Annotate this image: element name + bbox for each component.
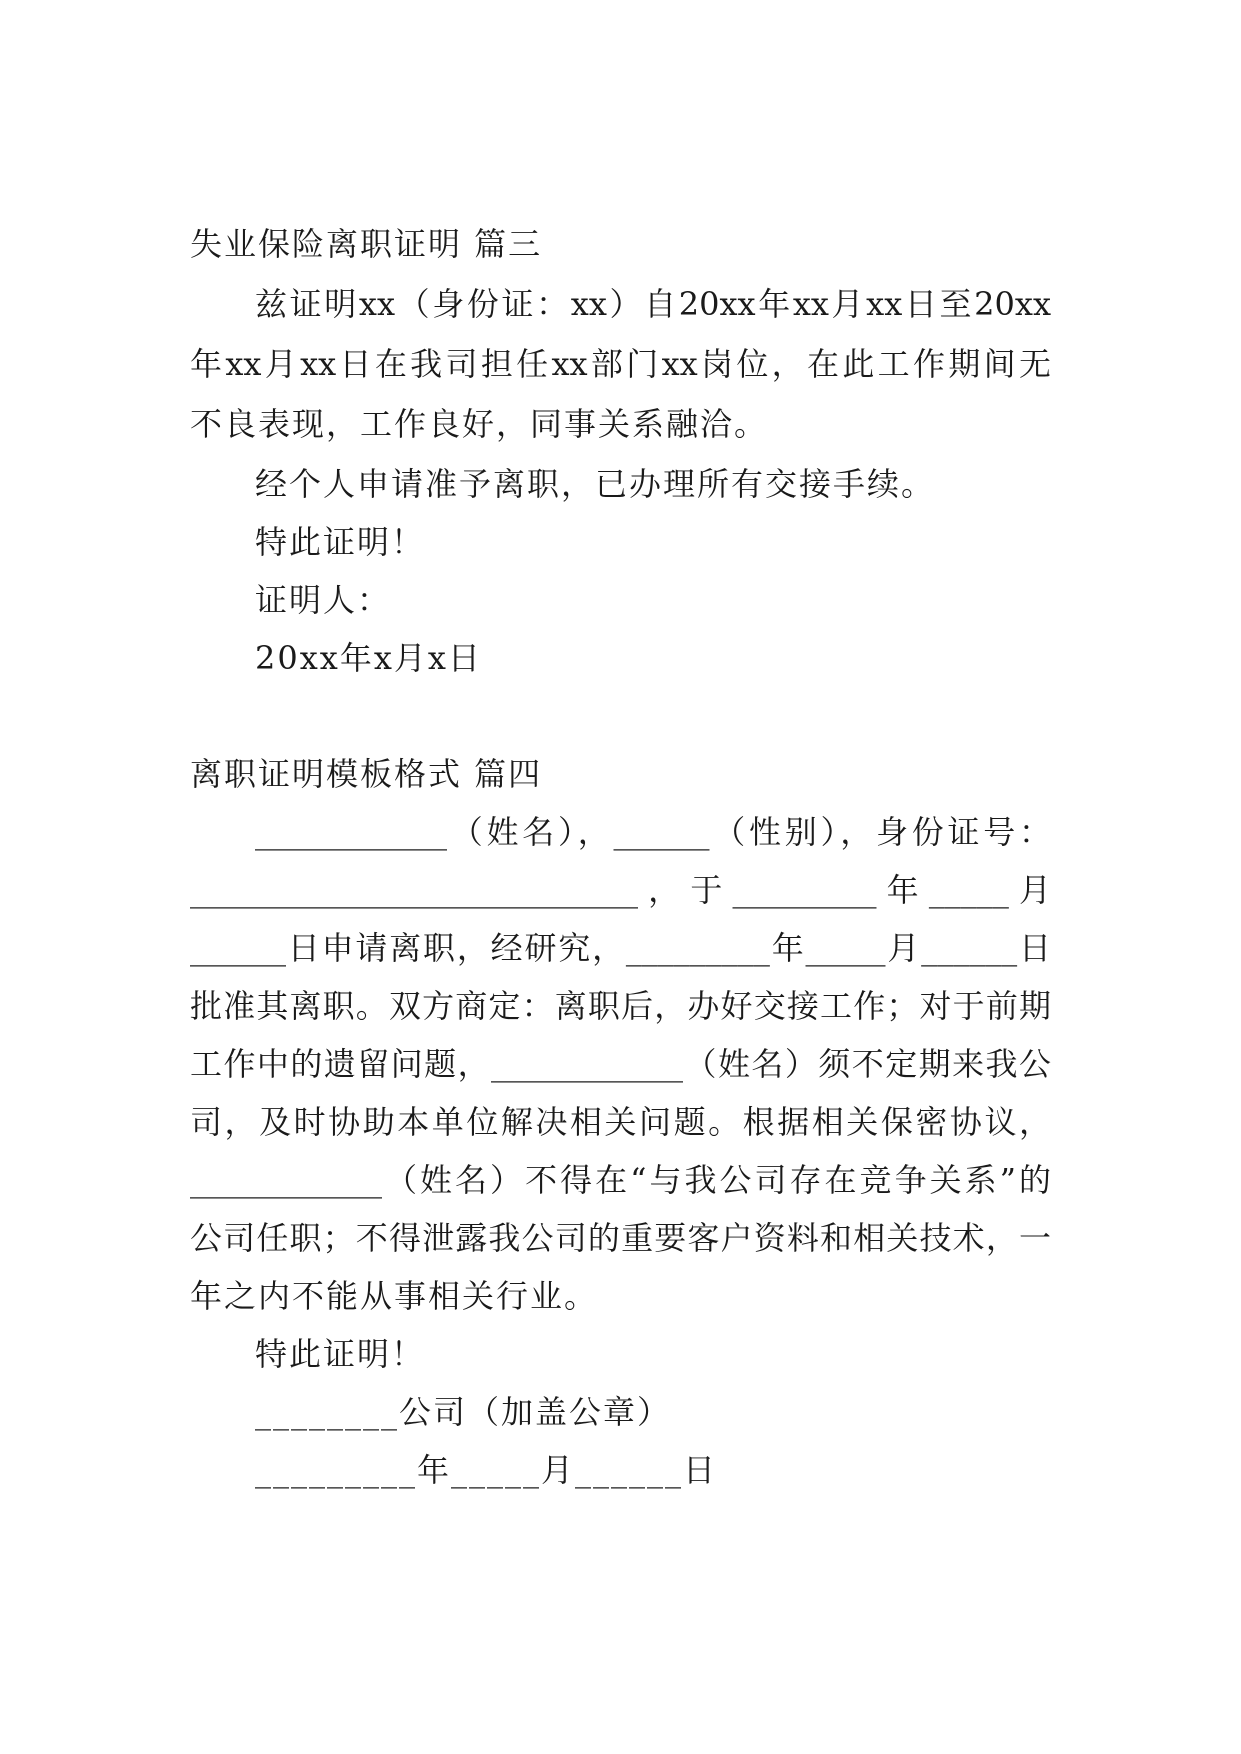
section4-line-4: 批准其离职。双方商定：离职后，办好交接工作；对于前期 — [190, 987, 1051, 1025]
section3-line-1: 兹证明xx（身份证：xx）自20xx年xx月xx日至20xx — [255, 285, 1051, 323]
section4-line-7: ____________（姓名）不得在“与我公司存在竞争关系”的 — [190, 1161, 1051, 1199]
section3-line-6: 证明人： — [255, 581, 392, 619]
section3-line-2: 年xx月xx日在我司担任xx部门xx岗位，在此工作期间无 — [190, 345, 1051, 383]
section3-line-5: 特此证明！ — [255, 523, 426, 561]
section3-line-4: 经个人申请准予离职，已办理所有交接手续。 — [255, 465, 936, 503]
section4-line-10: 特此证明！ — [255, 1335, 426, 1373]
section4-line-12: _________年_____月______日 — [255, 1451, 718, 1489]
section4-line-9: 年之内不能从事相关行业。 — [190, 1277, 599, 1315]
section3-line-3: 不良表现，工作良好，同事关系融洽。 — [190, 405, 769, 443]
section4-line-2: ____________________________，于_________年_____月 — [190, 871, 1051, 909]
section4-line-11: ________公司（加盖公章） — [255, 1393, 672, 1431]
section4-line-8: 公司任职；不得泄露我公司的重要客户资料和相关技术，一 — [190, 1219, 1051, 1257]
section4-line-3: ______日申请离职，经研究，_________年_____月______日 — [190, 929, 1051, 967]
section4-title: 离职证明模板格式 篇四 — [190, 755, 543, 793]
section4-line-6: 司，及时协助本单位解决相关问题。根据相关保密协议， — [190, 1103, 1051, 1141]
section3-title: 失业保险离职证明 篇三 — [190, 225, 543, 263]
section4-line-1: ____________（姓名），______（性别），身份证号： — [255, 813, 1051, 851]
section3-line-7: 20xx年x月x日 — [255, 639, 482, 677]
section4-line-5: 工作中的遗留问题，____________（姓名）须不定期来我公 — [190, 1045, 1051, 1083]
